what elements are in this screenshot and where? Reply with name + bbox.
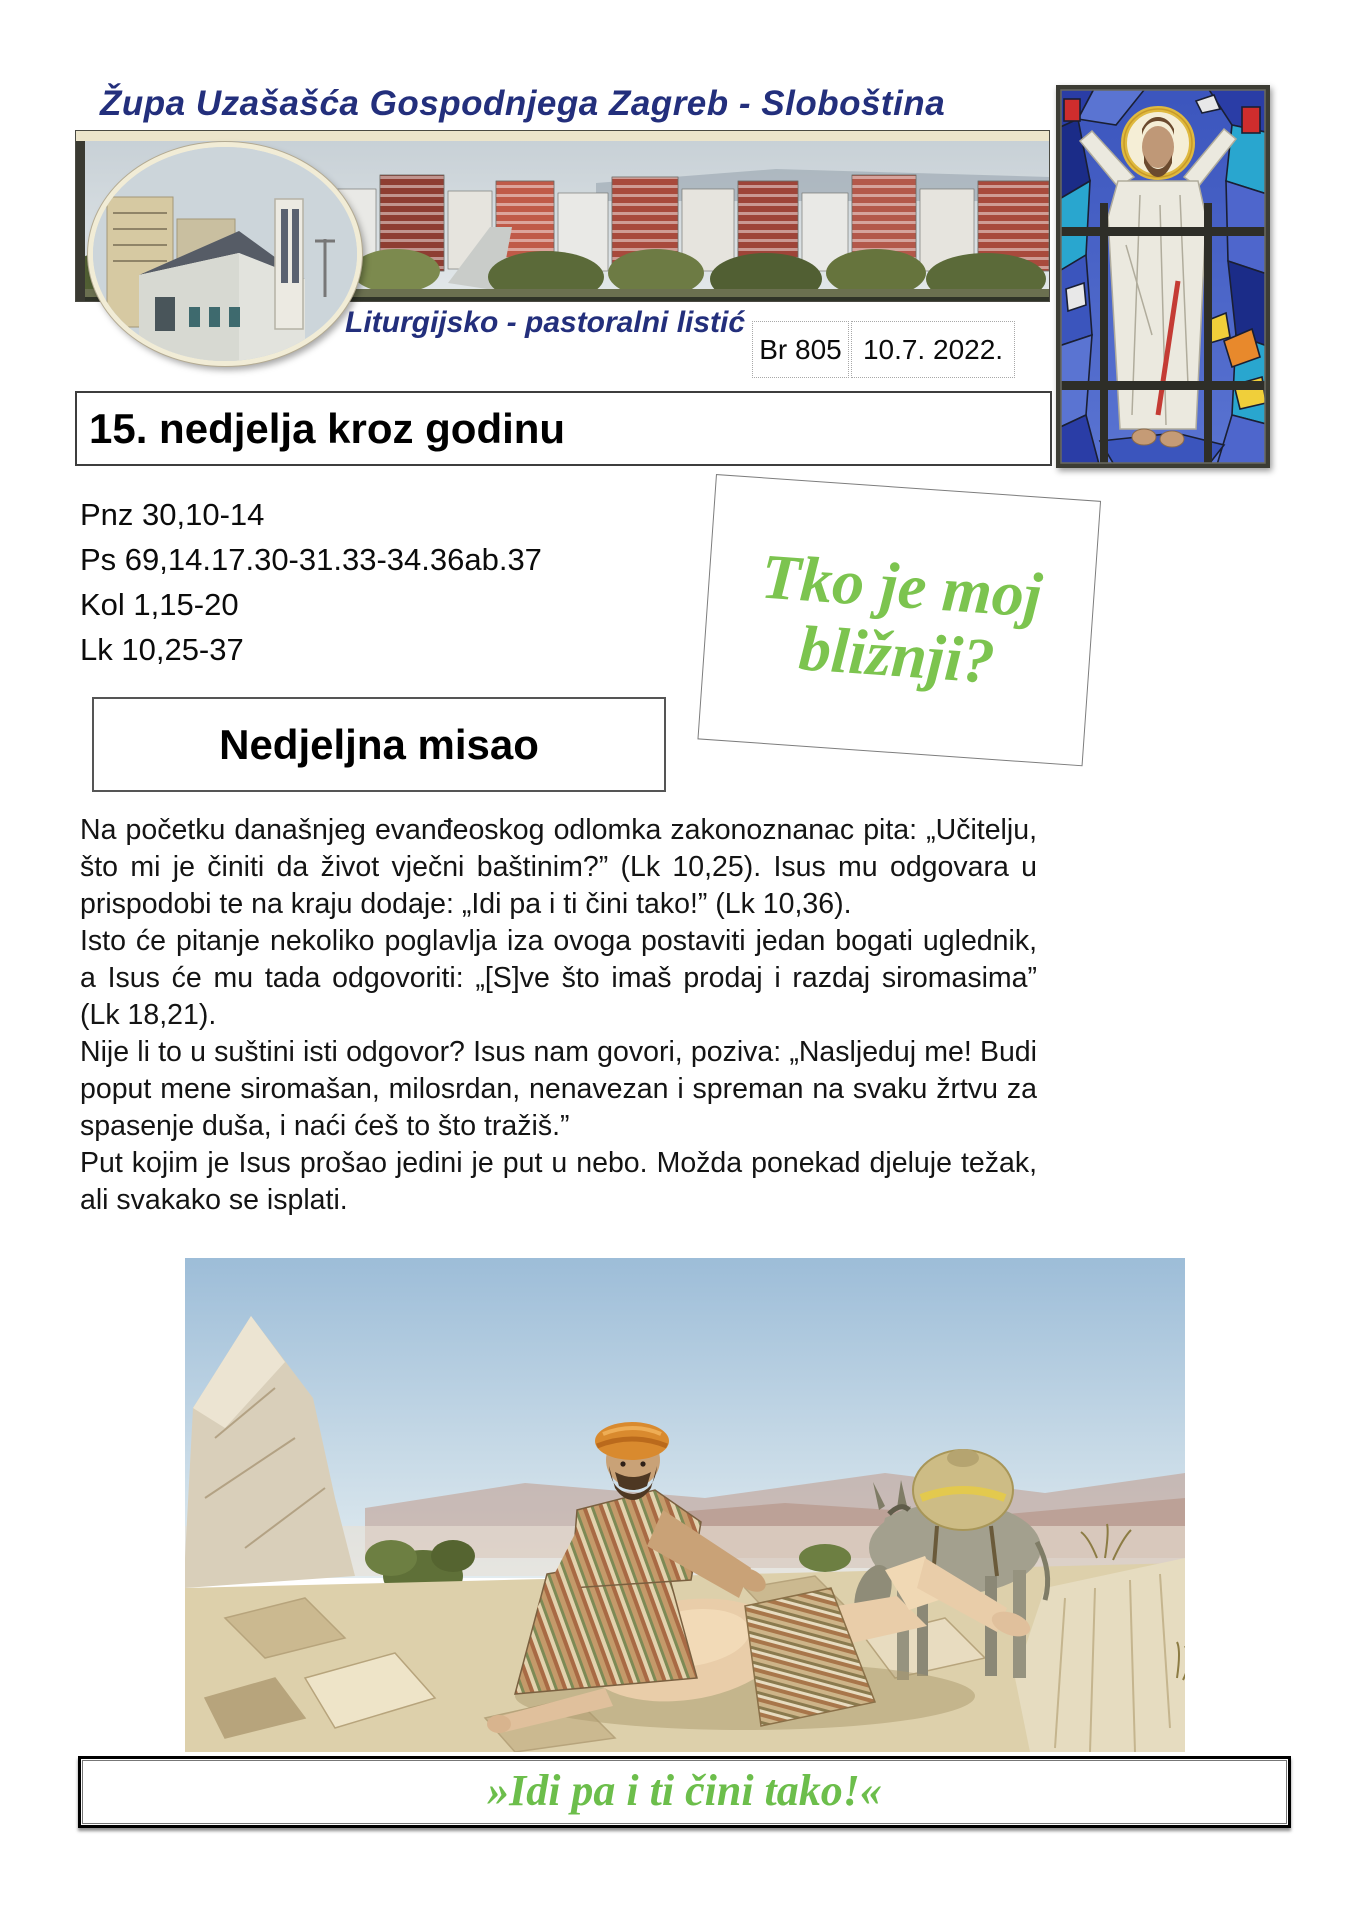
reflection-heading: Nedjeljna misao	[92, 697, 666, 792]
sunday-heading-label: 15. nedjelja kroz godinu	[89, 405, 566, 452]
footer-quote-box	[78, 1756, 1291, 1828]
reflection-paragraph: Na početku današnjeg evanđeoskog odlomka zakonoznanac pita: „Učitelju, što mi je činiti da život vječni baštinim?” (Lk 10,25). Isus mu odgovara u prispodobi te na kraju dodaje: „Idi pa i ti čini tako!” (Lk 10,36).	[80, 814, 1037, 920]
stained-glass-image	[1056, 85, 1270, 468]
reflection-paragraph: Put kojim je Isus prošao jedini je put u nebo. Možda ponekad djeluje težak, ali svakako se isplati.	[80, 1147, 1037, 1216]
footer-quote: »Idi pa i ti čini tako!«	[487, 1766, 882, 1815]
good-samaritan-painting	[185, 1258, 1185, 1752]
issue-number: Br 805	[752, 321, 849, 378]
stained-glass-illustration	[1056, 85, 1270, 468]
readings-list	[80, 492, 542, 672]
theme-callout	[697, 474, 1101, 766]
issue-date: 10.7. 2022.	[851, 321, 1015, 378]
church-illustration	[93, 147, 357, 361]
good-samaritan-illustration	[185, 1258, 1185, 1752]
sunday-heading	[75, 391, 1052, 466]
theme-callout-line2: bližnji?	[796, 612, 997, 697]
church-photo-inset	[88, 142, 362, 366]
bulletin-subtitle: Liturgijsko - pastoralni listić	[345, 306, 746, 339]
reading-item: Kol 1,15-20	[80, 587, 239, 622]
reading-item: Pnz 30,10-14	[80, 497, 265, 532]
reflection-text	[80, 812, 1037, 1219]
page-title: Župa Uzašašća Gospodnjega Zagreb - Sloboština	[100, 84, 946, 123]
reading-item: Ps 69,14.17.30-31.33-34.36ab.37	[80, 542, 542, 577]
reflection-paragraph: Isto će pitanje nekoliko poglavlja iza ovoga postaviti jedan bogati uglednik, a Isus će mu tada odgovoriti: „[S]ve što imaš prodaj i razdaj siromasima” (Lk 18,21).	[80, 925, 1037, 1031]
reading-item: Lk 10,25-37	[80, 632, 244, 667]
theme-callout-line1: Tko je moj	[759, 540, 1045, 631]
reflection-paragraph: Nije li to u suštini isti odgovor? Isus nam govori, poziva: „Nasljeduj me! Budi poput mene siromašan, milosrdan, nenavezan i spreman na svaku žrtvu za spasenje duša, i naći ćeš to što tražiš.”	[80, 1036, 1037, 1142]
